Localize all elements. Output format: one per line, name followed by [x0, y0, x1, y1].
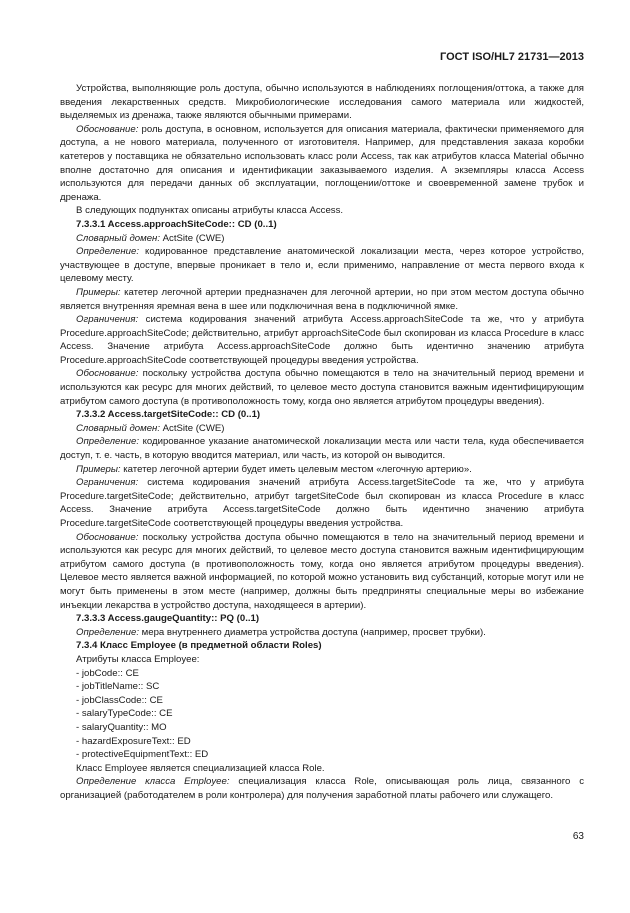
paragraph: Ограничения: система кодирования значений атрибута Access.targetSiteCode та же, что у атрибута Procedure.targetSiteCode; действительно, атрибут targetSiteCode был скопирован из класса Procedure в класс Access. Значение атрибута Access.targetSiteCode должно быть идентично значению атрибута Procedure.targetSiteCode соответствующей процедуры введения устройства. [60, 477, 584, 529]
paragraph: Обоснование: поскольку устройства доступа обычно помещаются в тело на значительный период времени и используются как ресурс для многих действий, то целевое место доступа становится важным идентифицирующим атрибутом самого доступа (в противоположность тому, когда оно является атрибутом процедуры введения). [60, 368, 584, 407]
section-heading: 7.3.3.3 Access.gaugeQuantity:: PQ (0..1) [76, 613, 260, 625]
paragraph: Определение: кодированное представление анатомической локализации места, через которое устройство, участвующее в доступе, впервые проникает в тело и, если применимо, направление от места первого входа к целевому месту. [60, 246, 584, 285]
list-item: - jobCode:: CE [76, 667, 139, 679]
paragraph: Определение: кодированное указание анатомической локализации места или части тела, куда обеспечивается доступ, т. е. часть, в которую вводится материал, или часть, из которой он выводится. [60, 436, 584, 462]
list-item: - salaryTypeCode:: CE [76, 708, 173, 720]
list-item: - jobTitleName:: SC [76, 681, 160, 693]
section-heading: 7.3.3.2 Access.targetSiteCode:: CD (0..1) [76, 409, 261, 421]
list-item: - salaryQuantity:: MO [76, 721, 167, 733]
paragraph: Определение класса Employee: специализация класса Role, описывающая роль лица, связанного с организацией (работодателем в роли контролера) для получения заработной платы рабочего или служащего. [60, 776, 584, 801]
paragraph: Примеры: катетер легочной артерии предназначен для легочной артерии, но при этом местом доступа обычно является внутренняя яремная вена в шее или подключичная вена в подключичной ямке. [60, 286, 584, 312]
section-heading: 7.3.4 Класс Employee (в предметной области Roles) [76, 640, 322, 652]
paragraph: Определение: мера внутреннего диаметра устройства доступа (например, просвет трубки). [76, 626, 486, 638]
paragraph: Словарный домен: ActSite (CWE) [76, 422, 225, 434]
paragraph: Обоснование: поскольку устройства доступа обычно помещаются в тело на значительный период времени и используются как ресурс для многих действий, то целевое место доступа становится важным идентифицирующим атрибутом самого доступа (в противоположность тому, когда оно является атрибутом процедуры введения). Целевое место является важной информацией, по которой можно установить вид субстанций, которые могут или не могут быть применены в этом месте (например, должны быть предприняты специальные меры во избежание инъекции лекарства в устройство доступа, находящееся в артерии). [60, 531, 584, 611]
paragraph: Ограничения: система кодирования значений атрибута Access.approachSiteCode та же, что у атрибута Procedure.approachSiteCode; действительно, атрибут approachSiteCode был скопирован из класса Procedure в класс Access. Значение атрибута Access.approachSiteCode должно быть идентично значению атрибута Procedure.approachSiteCode соответствующей процедуры введения устройства. [60, 314, 584, 366]
paragraph: Устройства, выполняющие роль доступа, обычно используются в наблюдениях поглощения/оттока, а также для введения лекарственных средств. Микробиологические исследования самого материала или жидкостей, выделяемых из дренажа, также являются обычными примерами. [60, 83, 584, 122]
paragraph: Примеры: катетер легочной артерии будет иметь целевым местом «легочную артерию». [76, 463, 472, 475]
paragraph: Атрибуты класса Employee: [76, 653, 200, 665]
page-body [60, 82, 584, 802]
page-number: 63 [572, 831, 584, 842]
paragraph: Словарный домен: ActSite (CWE) [76, 232, 225, 244]
section-heading: 7.3.3.1 Access.approachSiteCode:: CD (0..1) [76, 218, 277, 230]
list-item: - protectiveEquipmentText:: ED [76, 749, 209, 761]
paragraph: Обоснование: роль доступа, в основном, используется для описания материала, фактически применяемого для доступа, а не нового материала, полученного от изготовителя. Например, для представления заказа коробки катетеров у поставщика не обязательно использовать класс роли Access, так как атрибутов класса Material обычно вполне достаточно для описания и идентификации заказываемого изделия. А экземпляры класса Access используются для передачи данных об эксплуатации, поглощении/оттоке и своевременной замене трубок и дренажа. [60, 123, 584, 203]
paragraph: В следующих подпунктах описаны атрибуты класса Access. [76, 205, 344, 217]
document-id: ГОСТ ISO/HL7 21731—2013 [440, 51, 584, 63]
list-item: - hazardExposureText:: ED [76, 735, 191, 747]
list-item: - jobClassCode:: CE [76, 694, 163, 706]
paragraph: Класс Employee является специализацией класса Role. [76, 762, 325, 774]
